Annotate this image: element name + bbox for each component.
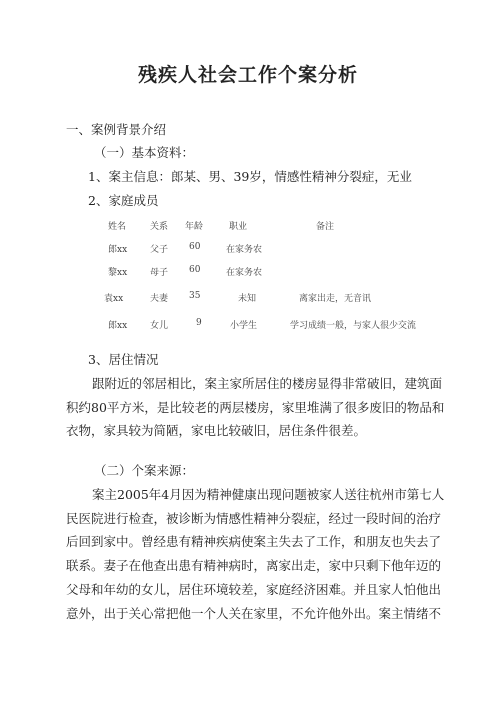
cell-relation: 母子: [150, 268, 169, 278]
header-age: 年龄: [185, 222, 204, 232]
cell-name: 黎xx: [108, 268, 128, 278]
client-info-line: 1、案主信息：郎某、男、39岁，情感性精神分裂症，无业: [88, 169, 412, 184]
paragraph-line: 意外，出于关心常把他一个人关在家里，不允许他外出。案主情绪不: [66, 605, 442, 621]
paragraph-line: 联系。妻子在他查出患有精神病时，离家出走，家中只剩下他年迈的: [66, 558, 442, 574]
header-notes: 备注: [316, 222, 335, 232]
table-row: [0, 242, 496, 256]
header-relation: 关系: [150, 222, 169, 232]
family-members-heading: 2、家庭成员: [88, 193, 159, 208]
table-row: [0, 265, 496, 279]
cell-age: 9: [196, 318, 202, 328]
cell-name: 袁xx: [104, 294, 124, 304]
subheading-case-source: （二）个案来源：: [94, 463, 195, 478]
cell-relation: 夫妻: [150, 294, 169, 304]
subheading-basic-info: （一）基本资料：: [94, 145, 195, 160]
cell-relation: 女儿: [150, 321, 169, 331]
cell-name: 郎xx: [108, 321, 128, 331]
residence-paragraph: [66, 372, 445, 443]
cell-notes: 学习成绩一般，与家人很少交流: [290, 321, 417, 331]
table-row: [0, 291, 496, 305]
table-row: [0, 318, 496, 332]
cell-age: 60: [189, 265, 201, 275]
cell-name: 郎xx: [108, 245, 128, 255]
header-occupation: 职业: [229, 222, 248, 232]
paragraph-line: 跟附近的邻居相比，案主家所居住的楼房显得非常破旧，建筑面: [92, 376, 443, 391]
paragraph-line: 民医院进行检查，被诊断为情感性精神分裂症，经过一段时间的治疗: [66, 510, 442, 526]
paragraph-line: 案主2005年4月因为精神健康出现问题被家人送往杭州市第七人: [92, 487, 445, 502]
cell-occupation: 小学生: [230, 321, 258, 331]
cell-notes: 离家出走，无音讯: [299, 294, 372, 304]
cell-age: 35: [189, 291, 201, 301]
paragraph-line: 衣物，家具较为简陋，家电比较破旧，居住条件很差。: [66, 423, 367, 439]
cell-age: 60: [189, 242, 201, 252]
paragraph-line: 父母和年幼的女儿，居住环境较差，家庭经济困难。并且家人怕他出: [66, 581, 442, 597]
case-source-paragraph: [66, 483, 445, 625]
cell-occupation: 在家务农: [226, 245, 263, 255]
cell-occupation: 未知: [238, 294, 257, 304]
header-name: 姓名: [108, 222, 127, 232]
cell-relation: 父子: [150, 245, 169, 255]
cell-occupation: 在家务农: [226, 268, 263, 278]
document-title: 残疾人社会工作个案分析: [137, 64, 358, 86]
section-heading-background: 一、案例背景介绍: [66, 122, 167, 137]
paragraph-line: 积约80平方米，是比较老的两层楼房，家里堆满了很多废旧的物品和: [66, 399, 445, 415]
paragraph-line: 后回到家中。曾经患有精神疾病使案主失去了工作，和朋友也失去了: [66, 534, 442, 550]
family-table-header: [0, 219, 496, 233]
residence-heading: 3、居住情况: [88, 352, 159, 367]
